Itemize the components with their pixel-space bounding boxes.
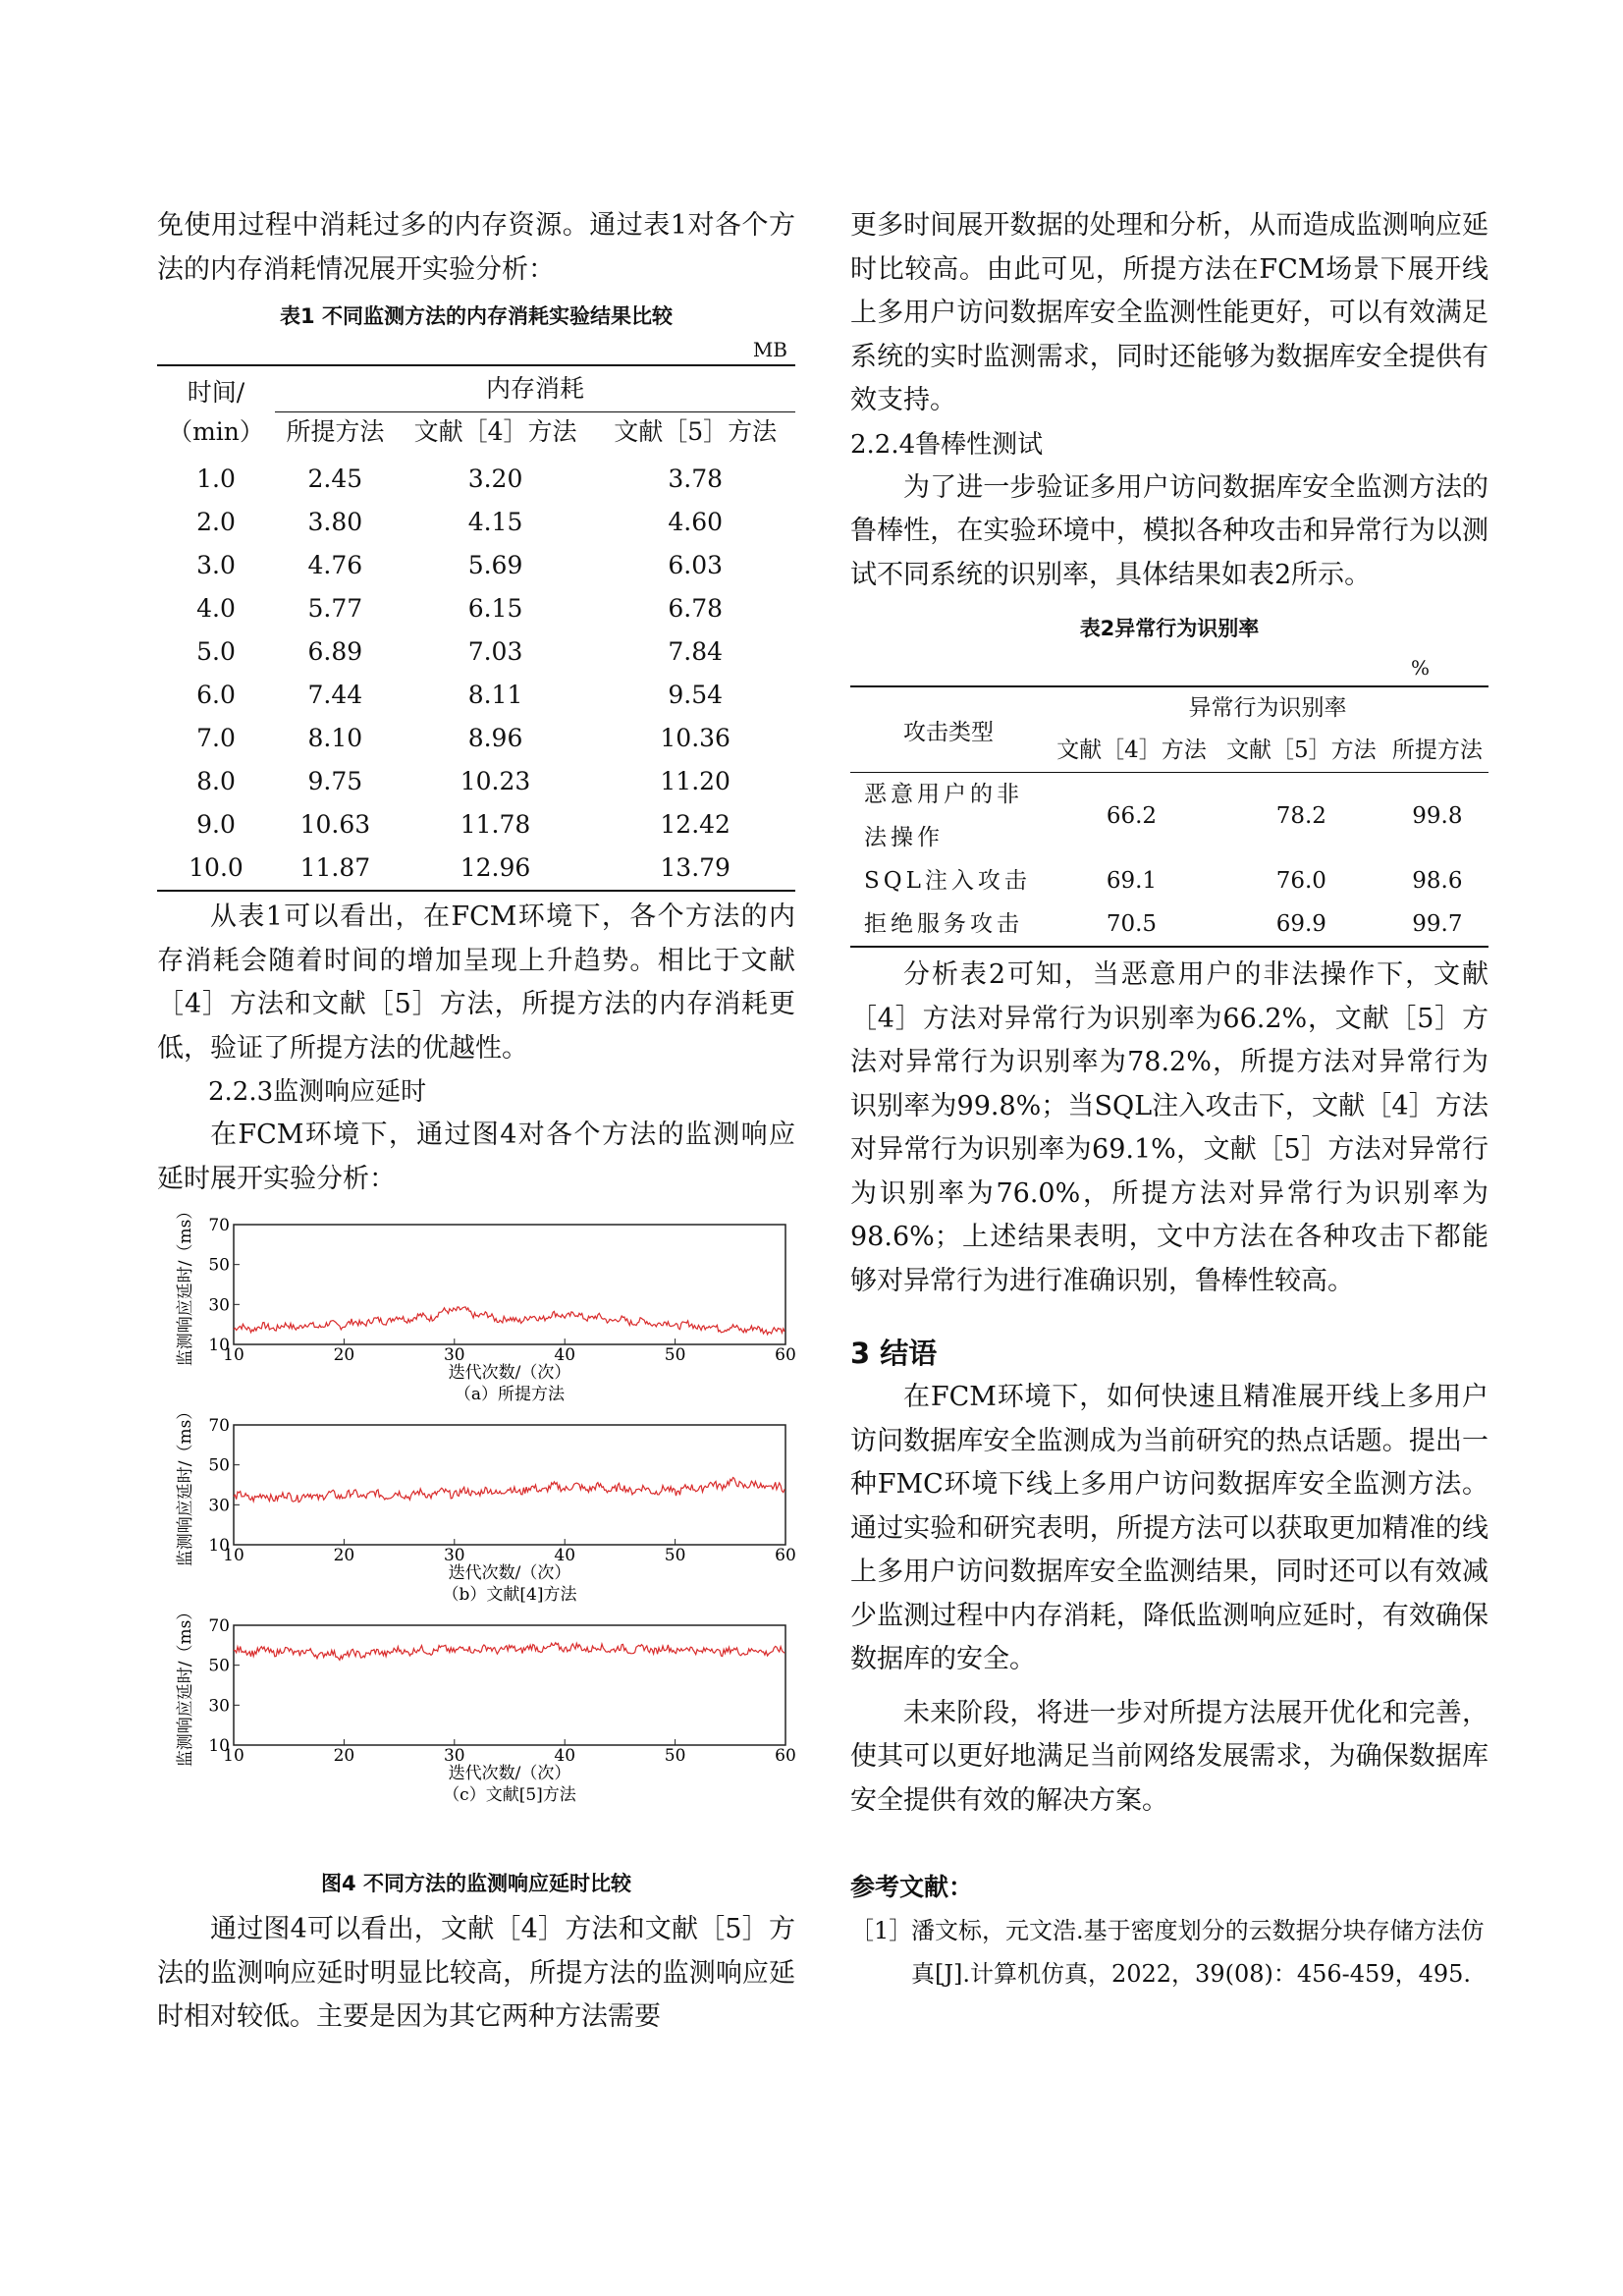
x-tick-label: 20 — [333, 1746, 355, 1766]
series-line — [234, 1307, 784, 1335]
table1-value-cell: 6.15 — [467, 594, 523, 623]
y-tick-label: 50 — [208, 1656, 230, 1676]
table1-column-header: 文献［4］方法 — [413, 417, 577, 446]
table1-row — [157, 717, 795, 760]
table1-row — [157, 544, 795, 587]
table1-value-cell: 4.76 — [307, 551, 363, 579]
y-axis-label: 监测响应延时/（ms） — [176, 1603, 195, 1768]
references-title: 参考文献： — [850, 1873, 974, 1901]
table2-value-cell: 98.6 — [1412, 868, 1463, 894]
table1-value-cell: 8.96 — [467, 724, 523, 752]
table2-attack-type-cell: SQL注入攻击 — [864, 868, 1031, 894]
table2-value-cell: 66.2 — [1106, 803, 1158, 829]
table1-time-cell: 3.0 — [196, 551, 236, 579]
table1-value-cell: 10.63 — [299, 810, 371, 839]
series-line — [234, 1478, 784, 1503]
x-tick-label: 20 — [333, 1546, 355, 1565]
table1-row-header-line: （min） — [168, 416, 264, 446]
table1-value-cell: 7.44 — [307, 681, 363, 709]
table1-value-cell: 11.20 — [660, 767, 730, 795]
table1-time-cell: 5.0 — [196, 637, 236, 666]
paragraph-intro: 免使用过程中消耗过多的内存资源。通过表1对各个方法的内存消耗情况展开实验分析： — [157, 210, 795, 285]
table2-value-cell: 69.1 — [1106, 868, 1158, 894]
table1-row — [157, 630, 795, 674]
table2-row — [850, 773, 1488, 860]
table2-value-cell: 99.7 — [1412, 911, 1463, 937]
table1-time-cell: 8.0 — [196, 767, 236, 795]
x-tick-label: 50 — [664, 1746, 686, 1766]
y-tick-label: 30 — [208, 1496, 230, 1516]
y-tick-label: 30 — [208, 1295, 230, 1316]
table2-row — [850, 902, 1488, 947]
table1-time-cell: 6.0 — [196, 681, 236, 709]
table2-attack-type-cell: 拒绝服务攻击 — [864, 911, 1023, 937]
table1-value-cell: 10.23 — [460, 767, 531, 795]
x-tick-label: 60 — [775, 1746, 795, 1766]
table1-value-cell: 8.11 — [467, 681, 523, 709]
x-tick-label: 40 — [554, 1746, 576, 1766]
table1-value-cell: 11.87 — [299, 853, 371, 882]
right-column — [850, 204, 1488, 1995]
y-tick-label: 70 — [208, 1216, 230, 1235]
table1-value-cell: 7.84 — [668, 637, 724, 666]
figure4 — [157, 1209, 795, 1898]
table1-value-cell: 5.69 — [467, 551, 523, 579]
section-2-2-3-heading: 2.2.3监测响应延时 — [208, 1077, 427, 1107]
table1-value-cell: 12.96 — [460, 853, 531, 882]
y-tick-label: 30 — [208, 1696, 230, 1717]
panel-subtitle: （b）文献[4]方法 — [442, 1585, 577, 1605]
x-tick-label: 10 — [223, 1746, 244, 1766]
x-tick-label: 20 — [333, 1345, 355, 1365]
figure4-charts — [157, 1209, 795, 1837]
paragraph-conclusion-2: 未来阶段，将进一步对所提方法展开优化和完善，使其可以更好地满足当前网络发展需求，为确保数据库安全提供有效的解决方案。 — [850, 1697, 1488, 1816]
table1-time-cell: 4.0 — [196, 594, 236, 623]
x-tick-label: 30 — [443, 1345, 465, 1365]
table2 — [850, 607, 1488, 948]
table1-value-cell: 6.89 — [307, 637, 363, 666]
table1-unit: MB — [752, 338, 787, 361]
paragraph-after-table1: 从表1可以看出，在FCM环境下，各个方法的内存消耗会随着时间的增加呈现上升趋势。相比于文献［4］方法和文献［5］方法，所提方法的内存消耗更低，验证了所提方法的优越性。 — [157, 902, 795, 1064]
paragraph-2-2-3: 在FCM环境下，通过图4对各个方法的监测响应延时展开实验分析： — [157, 1120, 795, 1194]
paragraph-conclusion-1: 在FCM环境下，如何快速且精准展开线上多用户访问数据库安全监测成为当前研究的热点话题。提出一种FMC环境下线上多用户访问数据库安全监测方法。通过实验和研究表明，所提方法可以获取更加精准的线上多用户访问数据库安全监测结果，同时还可以有效减少监测过程中内存消耗，降低监测响应延时，有效确保数据库的安全。 — [850, 1382, 1488, 1674]
table2-value-cell: 76.0 — [1275, 868, 1326, 894]
table2-row — [850, 859, 1488, 902]
table2-unit: % — [1410, 656, 1430, 680]
table1-row — [157, 760, 795, 803]
x-tick-label: 30 — [443, 1546, 465, 1565]
table1-row — [157, 847, 795, 891]
table2-value-cell: 78.2 — [1275, 803, 1326, 829]
y-tick-label: 50 — [208, 1455, 230, 1476]
x-tick-label: 10 — [223, 1546, 244, 1565]
table1-time-cell: 9.0 — [196, 810, 236, 839]
table1-group-header: 内存消耗 — [275, 365, 795, 412]
table1-time-cell: 1.0 — [196, 465, 236, 493]
y-tick-label: 70 — [208, 1616, 230, 1636]
table1-value-cell: 4.15 — [467, 508, 523, 536]
table2-column-header: 所提方法 — [1391, 738, 1483, 763]
table1-value-cell: 6.03 — [668, 551, 724, 579]
table1 — [157, 298, 795, 892]
references — [850, 1866, 1488, 1995]
table1-value-cell: 3.78 — [668, 465, 724, 493]
plot-frame — [234, 1425, 785, 1545]
x-tick-label: 60 — [775, 1345, 795, 1365]
table1-value-cell: 8.10 — [307, 724, 363, 752]
series-line — [234, 1643, 784, 1661]
panel-subtitle: （a）所提方法 — [454, 1385, 566, 1404]
table1-row-header-line: 时间/ — [187, 377, 245, 407]
table1-row — [157, 587, 795, 630]
table1-value-cell: 11.78 — [460, 810, 531, 839]
table1-caption: 表1 不同监测方法的内存消耗实验结果比较 — [280, 304, 673, 328]
section-2-2-4-heading: 2.2.4鲁棒性测试 — [850, 429, 1044, 460]
table1-value-cell: 10.36 — [660, 724, 730, 752]
y-tick-label: 10 — [208, 1536, 230, 1556]
table2-caption: 表2异常行为识别率 — [1079, 617, 1260, 640]
y-tick-label: 10 — [208, 1336, 230, 1355]
table1-value-cell: 13.79 — [660, 853, 730, 882]
table1-column-header: 所提方法 — [286, 417, 385, 446]
reference-item-1 — [850, 1909, 1488, 1995]
plot-frame — [234, 1625, 785, 1745]
x-axis-label: 迭代次数/（次） — [448, 1363, 571, 1383]
paragraph-continued: 更多时间展开数据的处理和分析，从而造成监测响应延时比较高。由此可见，所提方法在FCM场景下展开线上多用户访问数据库安全监测性能更好，可以有效满足系统的实时监测需求，同时还能够为数据库安全提供有效支持。 — [850, 210, 1488, 415]
table1-row-header — [157, 365, 275, 458]
x-tick-label: 50 — [664, 1345, 686, 1365]
table1-value-cell: 2.45 — [307, 465, 363, 493]
x-tick-label: 10 — [223, 1345, 244, 1365]
y-tick-label: 10 — [208, 1736, 230, 1756]
section-3-heading: 3 结语 — [850, 1337, 938, 1370]
table2-column-header: 文献［5］方法 — [1226, 738, 1377, 763]
table1-value-cell: 12.42 — [660, 810, 730, 839]
x-tick-label: 40 — [554, 1345, 576, 1365]
y-axis-label: 监测响应延时/（ms） — [176, 1209, 195, 1367]
paragraph-2-2-4: 为了进一步验证多用户访问数据库安全监测方法的鲁棒性，在实验环境中，模拟各种攻击和异常行为以测试不同系统的识别率，具体结果如表2所示。 — [850, 471, 1488, 590]
table1-value-cell: 9.54 — [668, 681, 724, 709]
x-tick-label: 30 — [443, 1746, 465, 1766]
reference-1-number: ［1］ — [850, 1917, 913, 1944]
table2-column-header: 文献［4］方法 — [1056, 738, 1207, 763]
table1-time-cell: 7.0 — [196, 724, 236, 752]
y-tick-label: 50 — [208, 1255, 230, 1276]
table1-row — [157, 674, 795, 717]
table1-column-header: 文献［5］方法 — [614, 417, 778, 446]
table1-value-cell: 6.78 — [668, 594, 724, 623]
table1-time-cell: 10.0 — [189, 853, 243, 882]
x-tick-label: 40 — [554, 1546, 576, 1565]
x-tick-label: 50 — [664, 1546, 686, 1565]
y-axis-label: 监测响应延时/（ms） — [176, 1402, 195, 1567]
table1-value-cell: 4.60 — [668, 508, 724, 536]
y-tick-label: 70 — [208, 1416, 230, 1436]
table1-value-cell: 9.75 — [307, 767, 363, 795]
panel-subtitle: （c）文献[5]方法 — [443, 1785, 576, 1805]
x-axis-label: 迭代次数/（次） — [448, 1764, 571, 1783]
table1-value-cell: 3.80 — [307, 508, 363, 536]
table2-row-header: 攻击类型 — [903, 719, 994, 745]
table2-value-cell: 70.5 — [1106, 911, 1158, 937]
paragraph-after-figure4: 通过图4可以看出，文献［4］方法和文献［5］方法的监测响应延时明显比较高，所提方法的监测响应延时相对较低。主要是因为其它两种方法需要 — [157, 1914, 795, 2032]
x-axis-label: 迭代次数/（次） — [448, 1563, 571, 1583]
table2-value-cell: 99.8 — [1412, 803, 1463, 829]
x-tick-label: 60 — [775, 1546, 795, 1565]
paragraph-after-table2: 分析表2可知，当恶意用户的非法操作下，文献［4］方法对异常行为识别率为66.2%，文献［5］方法对异常行为识别率为78.2%，所提方法对异常行为识别率为99.8%；当SQL注入攻击下，文献［4］方法对异常行为识别率为69.1%，文献［5］方法对异常行为识别率为76.0%，所提方法对异常行为识别率为98.6%；上述结果表明，文中方法在各种攻击下都能够对异常行为进行准确识别，鲁棒性较高。 — [850, 959, 1488, 1296]
table1-row — [157, 803, 795, 847]
table1-time-cell: 2.0 — [196, 508, 236, 536]
table1-value-cell: 7.03 — [467, 637, 523, 666]
table1-value-cell: 5.77 — [307, 594, 363, 623]
table1-row — [157, 458, 795, 501]
table2-group-header: 异常行为识别率 — [1188, 695, 1347, 721]
table1-row — [157, 501, 795, 544]
reference-1-text: 潘文标，元文浩.基于密度划分的云数据分块存储方法仿真[J].计算机仿真，2022，39(08)：456-459，495. — [911, 1917, 1485, 1988]
left-column — [157, 204, 795, 2040]
table2-value-cell: 69.9 — [1275, 911, 1326, 937]
table2-attack-type-cell: 恶意用户的非法操作 — [864, 782, 1023, 850]
table1-value-cell: 3.20 — [467, 465, 523, 493]
figure4-caption: 图4 不同方法的监测响应延时比较 — [321, 1872, 631, 1895]
